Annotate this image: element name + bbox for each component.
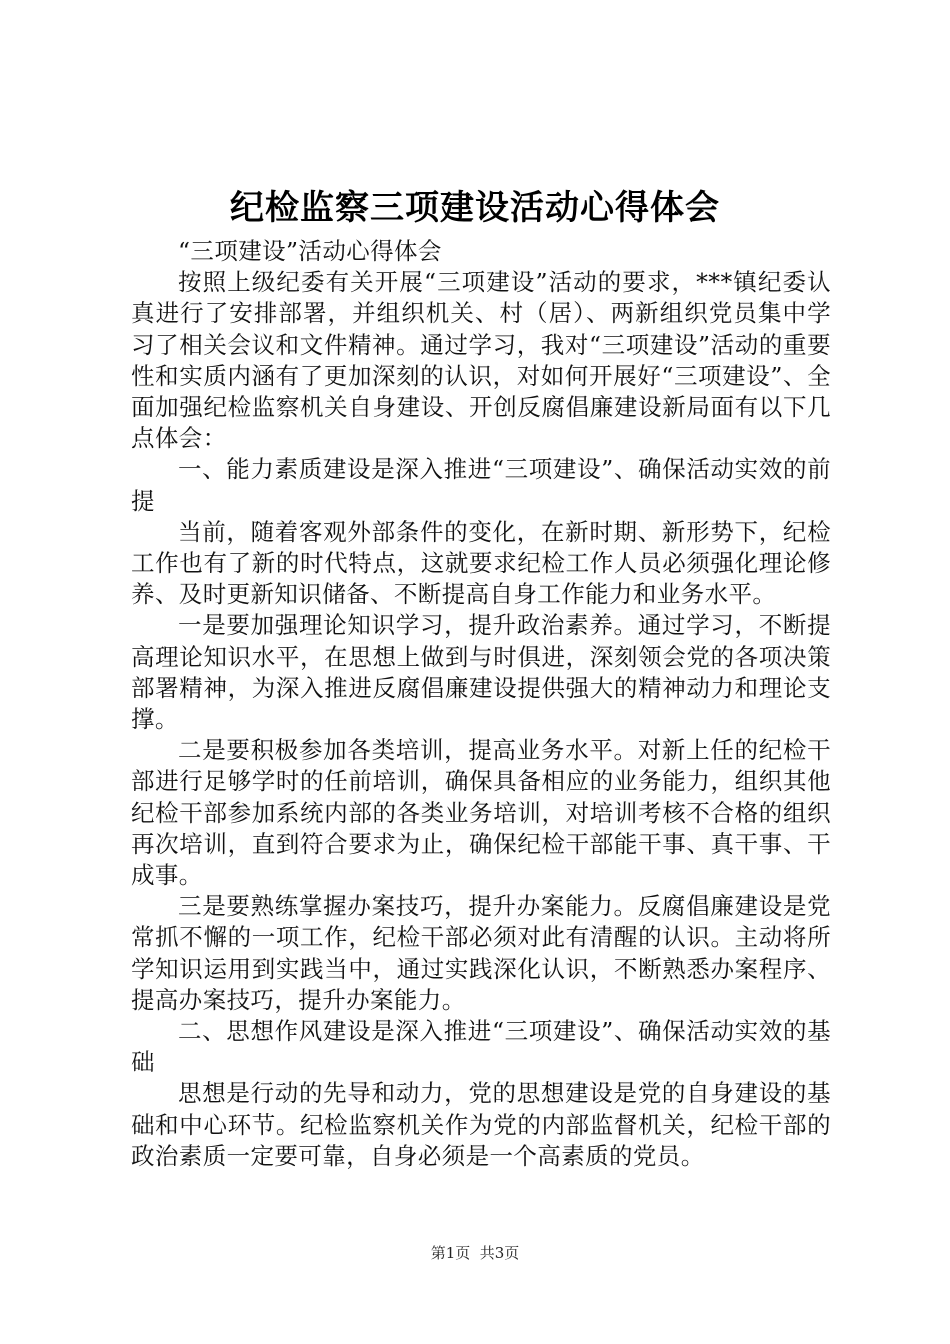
section-heading-2: 二、思想作风建设是深入推进“三项建设”、确保活动实效的基础 bbox=[131, 1017, 831, 1077]
paragraph-point-3: 三是要熟练掌握办案技巧，提升办案能力。反腐倡廉建设是党常抓不懈的一项工作，纪检干部必须对此有清醒的认识。主动将所学知识运用到实践当中，通过实践深化认识，不断熟悉办案程序、提高办案技巧，提升办案能力。 bbox=[131, 892, 831, 1014]
paragraph-thought: 思想是行动的先导和动力，党的思想建设是党的自身建设的基础和中心环节。纪检监察机关作为党的内部监督机关，纪检干部的政治素质一定要可靠，自身必须是一个高素质的党员。 bbox=[131, 1079, 831, 1170]
paragraph-intro: 按照上级纪委有关开展“三项建设”活动的要求，***镇纪委认真进行了安排部署，并组织机关、村（居）、两新组织党员集中学习了相关会议和文件精神。通过学习，我对“三项建设”活动的重要性和实质内涵有了更加深刻的认识，对如何开展好“三项建设”、全面加强纪检监察机关自身建设、开创反腐倡廉建设新局面有以下几点体会： bbox=[131, 268, 831, 453]
paragraph-point-2: 二是要积极参加各类培训，提高业务水平。对新上任的纪检干部进行足够学时的任前培训，确保具备相应的业务能力，组织其他纪检干部参加系统内部的各类业务培训，对培训考核不合格的组织再次培训，直到符合要求为止，确保纪检干部能干事、真干事、干成事。 bbox=[131, 736, 831, 890]
section-heading-1: 一、能力素质建设是深入推进“三项建设”、确保活动实效的前提 bbox=[131, 455, 831, 515]
page-footer bbox=[0, 1241, 950, 1265]
document-title: 纪检监察三项建设活动心得体会 bbox=[230, 188, 720, 228]
paragraph-point-1: 一是要加强理论知识学习，提升政治素养。通过学习，不断提高理论知识水平，在思想上做到与时俱进，深刻领会党的各项决策部署精神，为深入推进反腐倡廉建设提供强大的精神动力和理论支撑。 bbox=[131, 611, 831, 734]
document-body bbox=[131, 236, 831, 1172]
paragraph-subtitle: “三项建设”活动心得体会 bbox=[178, 237, 442, 265]
page-number-label: 第1页 共3页 bbox=[430, 1244, 520, 1262]
paragraph-context: 当前，随着客观外部条件的变化，在新时期、新形势下，纪检工作也有了新的时代特点，这就要求纪检工作人员必须强化理论修养、及时更新知识储备、不断提高自身工作能力和业务水平。 bbox=[131, 517, 831, 609]
